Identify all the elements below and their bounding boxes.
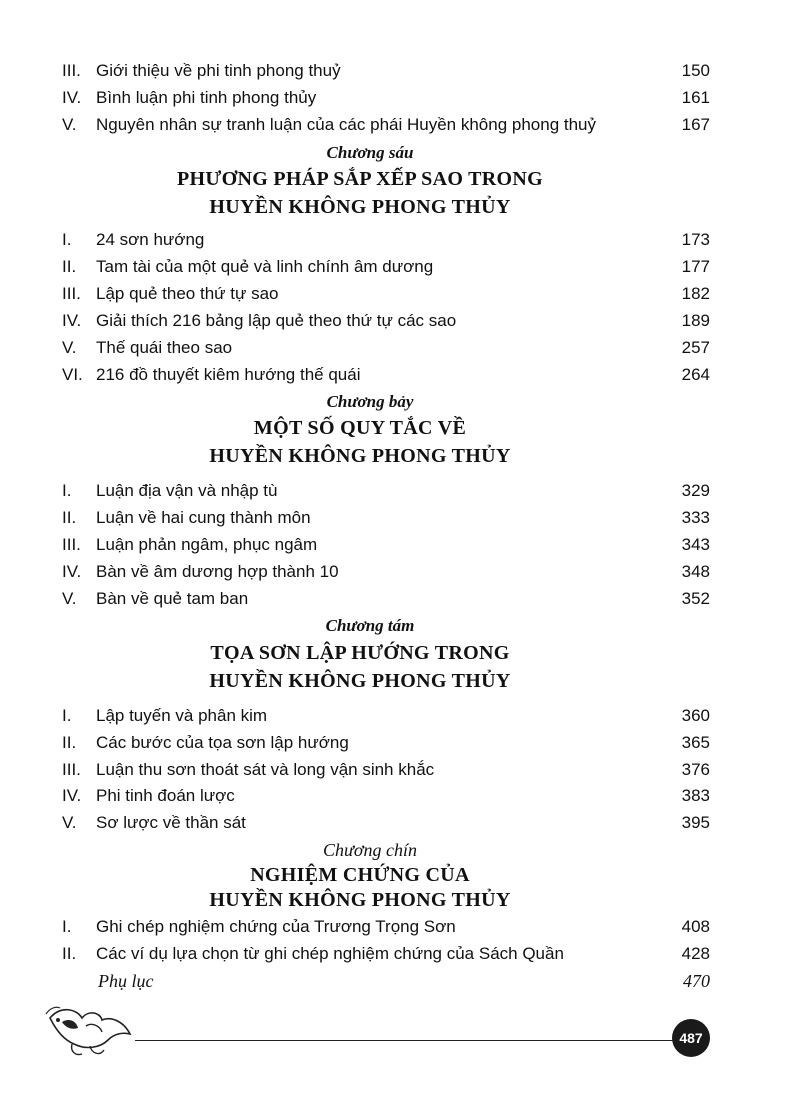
entry-number: V.	[62, 338, 77, 357]
toc-entry	[62, 730, 710, 756]
toc-entry	[62, 783, 710, 809]
bird-ornament-icon	[42, 1000, 142, 1060]
entry-title: 24 sơn hướng	[96, 230, 205, 249]
toc-entry	[62, 58, 710, 84]
toc-entry	[62, 254, 710, 280]
entry-page: 329	[681, 481, 710, 500]
toc-entry	[62, 559, 710, 585]
appendix-entry	[62, 968, 710, 994]
chapter-title: MỘT SỐ QUY TẮC VỀ	[253, 417, 467, 439]
toc-entry	[62, 335, 710, 361]
entry-number: IV.	[62, 786, 82, 805]
entry-page: 343	[681, 535, 710, 554]
entry-title: Nguyên nhân sự tranh luận của các phái Huyền không phong thuỷ	[96, 115, 597, 134]
chapter-label: Chương bảy	[326, 392, 414, 411]
footer-rule	[135, 1040, 675, 1041]
chapter-title: HUYỀN KHÔNG PHONG THỦY	[209, 445, 511, 467]
toc-entry	[62, 85, 710, 111]
toc-entry	[62, 586, 710, 612]
entry-page: 173	[681, 230, 710, 249]
chapter-title: TỌA SƠN LẬP HƯỚNG TRONG	[210, 642, 510, 664]
entry-title: Lập tuyến và phân kim	[96, 706, 268, 725]
entry-page: 264	[681, 365, 710, 384]
entry-title: Tam tài của một quẻ và linh chính âm dương	[96, 257, 434, 276]
entry-number: V.	[62, 115, 77, 134]
entry-page: 383	[681, 786, 710, 805]
entry-title: Lập quẻ theo thứ tự sao	[96, 284, 279, 303]
toc-entry	[62, 308, 710, 334]
entry-page: 167	[681, 115, 710, 134]
entry-title: Bàn về quẻ tam ban	[96, 589, 249, 608]
entry-page: 161	[681, 88, 710, 107]
entry-number: III.	[62, 535, 81, 554]
entry-number: I.	[62, 706, 72, 725]
entry-number: II.	[62, 257, 77, 276]
entry-title: Luận về hai cung thành môn	[96, 508, 311, 527]
entry-number: I.	[62, 230, 72, 249]
entry-number: II.	[62, 508, 77, 527]
entry-title: Giải thích 216 bảng lập quẻ theo thứ tự các sao	[96, 311, 457, 330]
toc-entry	[62, 281, 710, 307]
entry-page: 257	[681, 338, 710, 357]
entry-page: 408	[681, 917, 710, 936]
chapter-title: HUYỀN KHÔNG PHONG THỦY	[209, 196, 511, 218]
toc-entry	[62, 227, 710, 253]
chapter-title: HUYỀN KHÔNG PHONG THỦY	[209, 670, 511, 692]
entry-title: Phi tinh đoán lược	[96, 786, 235, 805]
entry-number: I.	[62, 917, 72, 936]
entry-title: Các bước của tọa sơn lập hướng	[96, 733, 349, 752]
entry-number: II.	[62, 733, 77, 752]
entry-title: Giới thiệu về phi tinh phong thuỷ	[96, 61, 341, 80]
toc-entry	[62, 810, 710, 836]
entry-number: IV.	[62, 311, 82, 330]
toc-entry	[62, 703, 710, 729]
entry-title: Thế quái theo sao	[96, 338, 233, 357]
entry-page: 428	[681, 944, 710, 963]
chapter-title: HUYỀN KHÔNG PHONG THỦY	[209, 889, 511, 911]
toc-entry	[62, 505, 710, 531]
chapter-title: PHƯƠNG PHÁP SẮP XẾP SAO TRONG	[177, 168, 543, 190]
entry-number: IV.	[62, 88, 82, 107]
page-number-badge: 487	[672, 1019, 710, 1057]
entry-number: III.	[62, 760, 81, 779]
entry-number: III.	[62, 284, 81, 303]
entry-title: Bàn về âm dương hợp thành 10	[96, 562, 339, 581]
entry-page: 177	[681, 257, 710, 276]
chapter-title: NGHIỆM CHỨNG CỦA	[250, 864, 470, 886]
toc-entry	[62, 478, 710, 504]
chapter-label: Chương tám	[325, 616, 415, 635]
chapter-label: Chương chín	[323, 840, 417, 860]
entry-page: 150	[681, 61, 710, 80]
entry-page: 376	[681, 760, 710, 779]
entry-title: Sơ lược về thần sát	[96, 813, 246, 832]
entry-title: 216 đồ thuyết kiêm hướng thế quái	[96, 365, 361, 384]
toc-entry	[62, 532, 710, 558]
entry-page: 189	[681, 311, 710, 330]
entry-number: III.	[62, 61, 81, 80]
entry-title: Các ví dụ lựa chọn từ ghi chép nghiệm chứng của Sách Quần	[96, 944, 564, 963]
entry-number: V.	[62, 813, 77, 832]
entry-title: Luận địa vận và nhập tù	[96, 481, 278, 500]
entry-page: 182	[681, 284, 710, 303]
toc-entry	[62, 757, 710, 783]
appendix-page: 470	[683, 971, 710, 991]
toc-entry	[62, 914, 710, 940]
toc-entry	[62, 362, 710, 388]
entry-page: 333	[681, 508, 710, 527]
entry-number: IV.	[62, 562, 82, 581]
entry-page: 395	[681, 813, 710, 832]
chapter-label: Chương sáu	[326, 143, 414, 162]
entry-number: V.	[62, 589, 77, 608]
toc-entry	[62, 112, 710, 138]
entry-number: II.	[62, 944, 77, 963]
entry-title: Luận thu sơn thoát sát và long vận sinh khắc	[96, 760, 435, 779]
entry-page: 352	[681, 589, 710, 608]
entry-page: 365	[681, 733, 710, 752]
entry-number: VI.	[62, 365, 83, 384]
entry-title: Bình luận phi tinh phong thủy	[96, 88, 317, 107]
entry-number: I.	[62, 481, 72, 500]
entry-title: Ghi chép nghiệm chứng của Trương Trọng Sơn	[96, 917, 456, 936]
appendix-label: Phụ lục	[98, 971, 154, 991]
toc-entry	[62, 941, 710, 967]
entry-page: 360	[681, 706, 710, 725]
entry-title: Luận phản ngâm, phục ngâm	[96, 535, 318, 554]
entry-page: 348	[681, 562, 710, 581]
